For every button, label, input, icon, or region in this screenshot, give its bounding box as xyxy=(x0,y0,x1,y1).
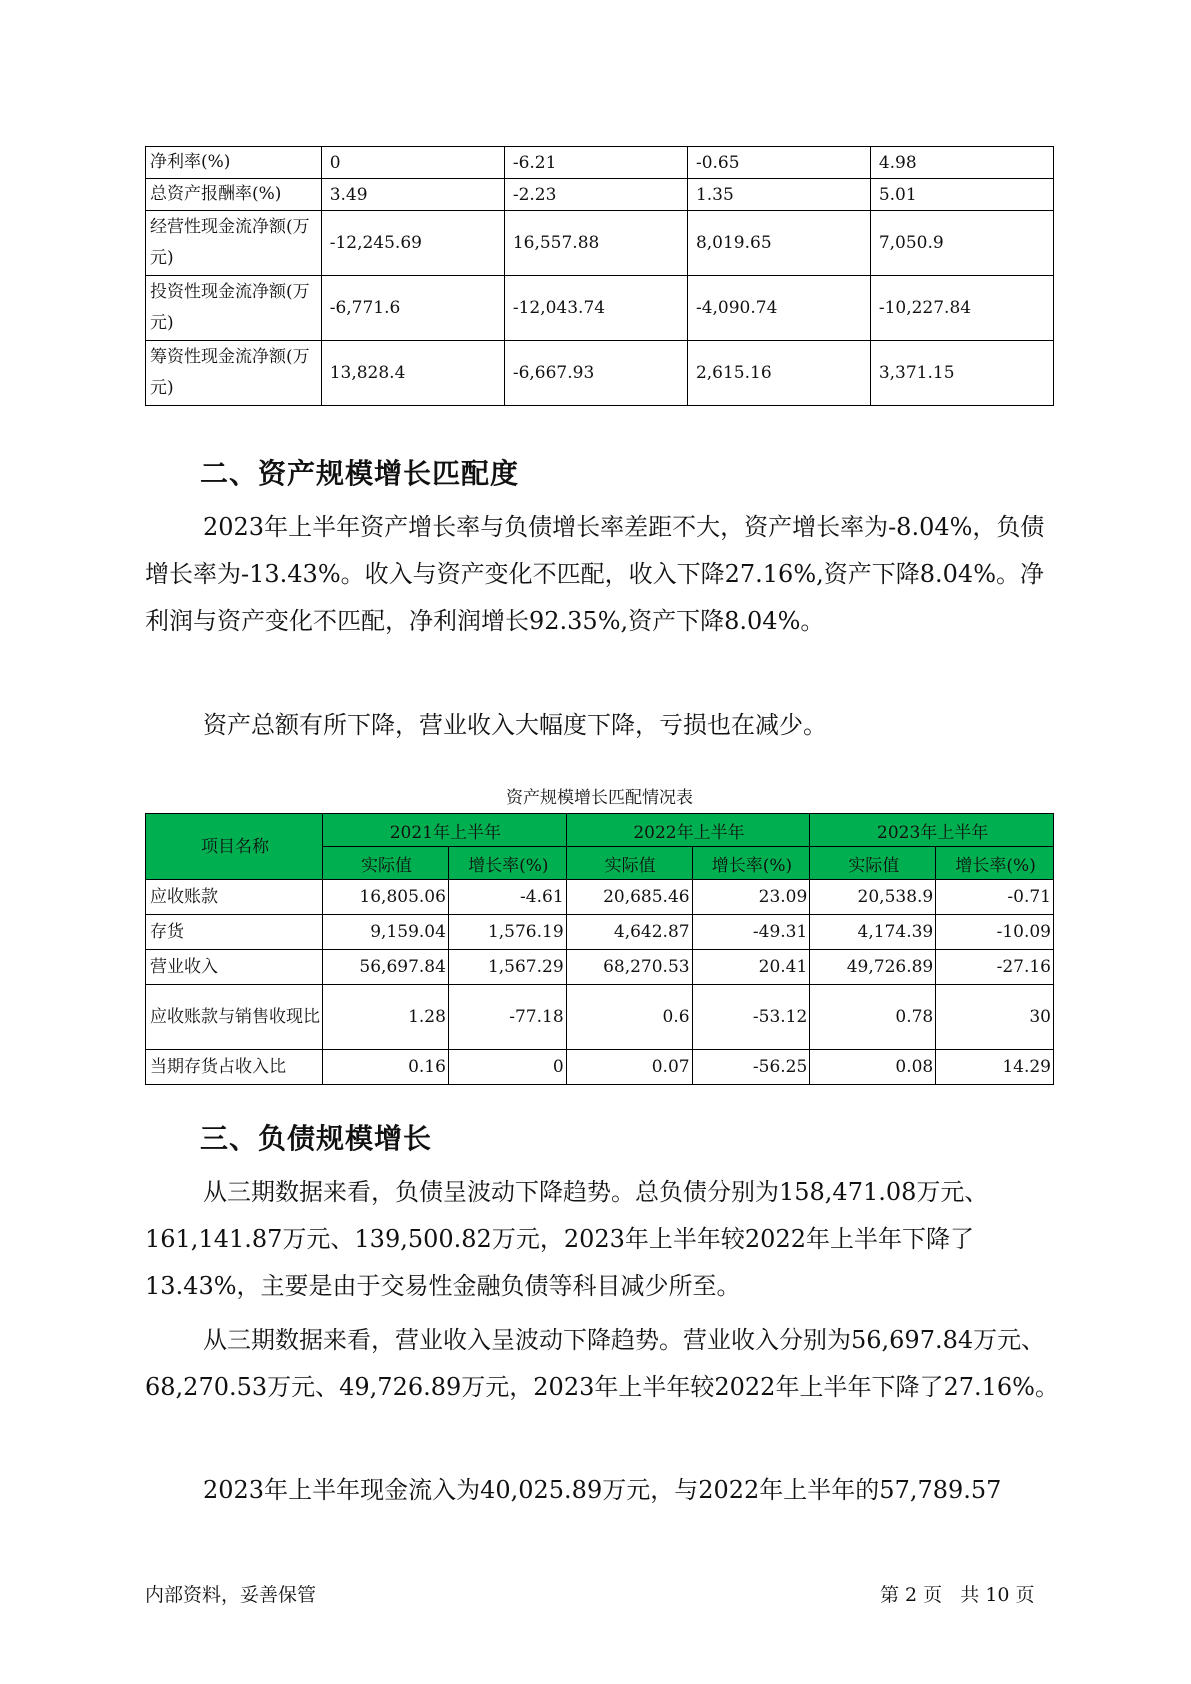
cell-value: 3,371.15 xyxy=(870,341,1053,406)
cell-value: 2,615.16 xyxy=(687,341,870,406)
row-label: 当期存货占收入比 xyxy=(146,1050,323,1085)
cell-value: -2.23 xyxy=(504,179,687,211)
paragraph: 从三期数据来看，营业收入呈波动下降趋势。营业收入分别为56,697.84万元、68,270.53万元、49,726.89万元，2023年上半年较2022年上半年下降了27.16%。 xyxy=(145,1326,1059,1401)
cell-value: 1.28 xyxy=(323,985,449,1050)
cell-value: -10.09 xyxy=(936,915,1054,950)
cell-value: -12,245.69 xyxy=(321,211,504,276)
row-label: 筹资性现金流净额(万元) xyxy=(146,341,322,406)
cell-value: -6,771.6 xyxy=(321,276,504,341)
cell-value: 0 xyxy=(321,147,504,179)
cell-value: 68,270.53 xyxy=(566,950,692,985)
header-growth: 增长率(%) xyxy=(692,847,810,880)
row-label: 应收账款与销售收现比 xyxy=(146,985,323,1050)
financial-ratio-table xyxy=(145,146,1054,406)
table-caption: 资产规模增长匹配情况表 xyxy=(506,788,693,808)
cell-value: 16,805.06 xyxy=(323,880,449,915)
cell-value: -12,043.74 xyxy=(504,276,687,341)
cell-value: -77.18 xyxy=(448,985,566,1050)
table-row xyxy=(146,341,1054,406)
cell-value: 16,557.88 xyxy=(504,211,687,276)
row-label: 营业收入 xyxy=(146,950,323,985)
row-label: 投资性现金流净额(万元) xyxy=(146,276,322,341)
header-period: 2021年上半年 xyxy=(323,814,567,847)
footer-confidential-note: 内部资料，妥善保管 xyxy=(145,1584,317,1606)
cell-value: 0.08 xyxy=(810,1050,936,1085)
cell-value: 0.78 xyxy=(810,985,936,1050)
paragraph: 从三期数据来看，负债呈波动下降趋势。总负债分别为158,471.08万元、161,141.87万元、139,500.82万元，2023年上半年较2022年上半年下降了13.43%，主要是由于交易性金融负债等科目减少所至。 xyxy=(145,1178,989,1300)
table-header-row xyxy=(146,814,1054,847)
header-actual: 实际值 xyxy=(566,847,692,880)
table-row xyxy=(146,179,1054,211)
cell-value: 20,685.46 xyxy=(566,880,692,915)
table-row xyxy=(146,985,1054,1050)
cell-value: 0.16 xyxy=(323,1050,449,1085)
cell-value: 4,174.39 xyxy=(810,915,936,950)
cell-value: -53.12 xyxy=(692,985,810,1050)
page-number: 第 2 页 共 10 页 xyxy=(880,1584,1035,1606)
table-row xyxy=(146,950,1054,985)
cell-value: -6,667.93 xyxy=(504,341,687,406)
cell-value: -27.16 xyxy=(936,950,1054,985)
header-period: 2023年上半年 xyxy=(810,814,1054,847)
cell-value: 20.41 xyxy=(692,950,810,985)
cell-value: 13,828.4 xyxy=(321,341,504,406)
header-item-name: 项目名称 xyxy=(146,814,323,880)
cell-value: 1,576.19 xyxy=(448,915,566,950)
table-row xyxy=(146,880,1054,915)
header-actual: 实际值 xyxy=(810,847,936,880)
cell-value: 56,697.84 xyxy=(323,950,449,985)
cell-value: 5.01 xyxy=(870,179,1053,211)
cell-value: 30 xyxy=(936,985,1054,1050)
cell-value: 3.49 xyxy=(321,179,504,211)
cell-value: -56.25 xyxy=(692,1050,810,1085)
row-label: 经营性现金流净额(万元) xyxy=(146,211,322,276)
cell-value: 4,642.87 xyxy=(566,915,692,950)
cell-value: 1,567.29 xyxy=(448,950,566,985)
table-row xyxy=(146,211,1054,276)
table-row xyxy=(146,276,1054,341)
header-growth: 增长率(%) xyxy=(448,847,566,880)
table-row xyxy=(146,915,1054,950)
cell-value: 14.29 xyxy=(936,1050,1054,1085)
header-actual: 实际值 xyxy=(323,847,449,880)
cell-value: 0.6 xyxy=(566,985,692,1050)
cell-value: -0.71 xyxy=(936,880,1054,915)
paragraph: 2023年上半年资产增长率与负债增长率差距不大，资产增长率为-8.04%，负债增长率为-13.43%。收入与资产变化不匹配，收入下降27.16%,资产下降8.04%。净利润与资产变化不匹配，净利润增长92.35%,资产下降8.04%。 xyxy=(145,513,1045,635)
cell-value: -4,090.74 xyxy=(687,276,870,341)
paragraph: 2023年上半年现金流入为40,025.89万元，与2022年上半年的57,789.57 xyxy=(203,1476,1002,1504)
cell-value: -6.21 xyxy=(504,147,687,179)
cell-value: 4.98 xyxy=(870,147,1053,179)
section-heading: 二、资产规模增长匹配度 xyxy=(200,457,520,490)
cell-value: 20,538.9 xyxy=(810,880,936,915)
row-label: 总资产报酬率(%) xyxy=(146,179,322,211)
cell-value: -4.61 xyxy=(448,880,566,915)
row-label: 存货 xyxy=(146,915,323,950)
cell-value: 0.07 xyxy=(566,1050,692,1085)
asset-growth-table xyxy=(145,813,1054,1085)
cell-value: 8,019.65 xyxy=(687,211,870,276)
row-label: 应收账款 xyxy=(146,880,323,915)
cell-value: 9,159.04 xyxy=(323,915,449,950)
cell-value: -10,227.84 xyxy=(870,276,1053,341)
paragraph: 资产总额有所下降，营业收入大幅度下降，亏损也在减少。 xyxy=(203,711,827,739)
cell-value: -0.65 xyxy=(687,147,870,179)
cell-value: 23.09 xyxy=(692,880,810,915)
cell-value: 49,726.89 xyxy=(810,950,936,985)
cell-value: 7,050.9 xyxy=(870,211,1053,276)
cell-value: 0 xyxy=(448,1050,566,1085)
row-label: 净利率(%) xyxy=(146,147,322,179)
table-row xyxy=(146,147,1054,179)
cell-value: 1.35 xyxy=(687,179,870,211)
section-heading: 三、负债规模增长 xyxy=(200,1122,433,1155)
header-period: 2022年上半年 xyxy=(566,814,810,847)
header-growth: 增长率(%) xyxy=(936,847,1054,880)
cell-value: -49.31 xyxy=(692,915,810,950)
table-row xyxy=(146,1050,1054,1085)
